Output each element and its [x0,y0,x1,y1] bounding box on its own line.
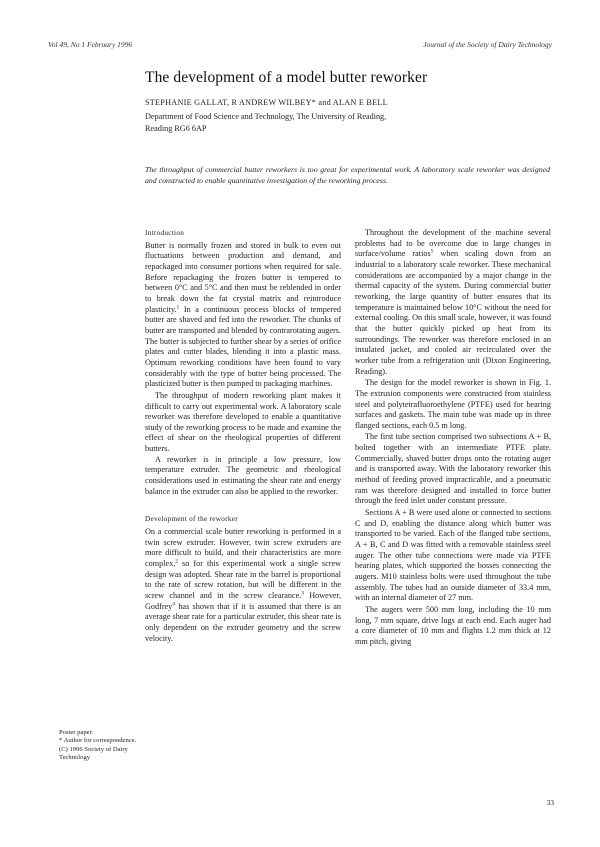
footnote-copyright: (C) 1996 Society of Dairy Technology [59,745,128,762]
dev-text-a: On a commercial scale butter reworking is performed in a twin screw extruder. However, twin screw extruders are more difficult to build, and their characteristics are more complex, [145,527,341,569]
citation-ref: 4 [172,600,176,607]
intro-paragraph-1 [145,241,341,390]
citation-ref: 1 [176,303,180,310]
section-heading-introduction: Introduction [145,229,185,237]
footnote [59,729,139,763]
author-list: STEPHANIE GALLAT, R ANDREW WILBEY* and ALAN E BELL [145,98,388,107]
intro-p1-text: Butter is normally frozen and stored in bulk to even out fluctuations between production and demand, and repackaged into consumer portions when required for sale. Before repackaging the frozen butter is tempered to between 0°C and 5°C and then must be reblended in order to break down the fat crystal matrix and reintroduce plasticity. [145,240,341,314]
affiliation-line-2: Reading RG6 6AP [145,124,207,133]
section-heading-development: Development of the reworker [145,515,238,524]
intro-paragraph-2: The throughput of modern reworking plant makes it difficult to carry out experimental work. A laboratory scale reworker was therefore developed to enable a quantitative study of the reworking process to be made and examine the effect of shear on the rheological properties of different butters. [145,390,341,454]
affiliation-line-1: Department of Food Science and Technology, The University of Reading, [145,112,387,121]
citation-ref: 5 [430,248,434,255]
intro-paragraph-3: A reworker is in principle a low pressure, low temperature extruder. The geometric and rheological considerations used in estimating the shear rate and energy balance in the extruder can also be applied to the reworker. [145,454,341,496]
col2-p1-continued: when scaling down from an industrial to a laboratory scale reworker. These mechanical considerations are accompanied by a major change in the thermal capacity of the system. During commercial butter reworking, the large quantity of butter ensures that its temperature is maintained below 10°C without the need for external cooling. On this small scale, however, it was found that the butter quickly picked up heat from its surroundings. The reworker was therefore enclosed in an insulated jacket, and cooled air recirculated over the worker tube from a refrigeration unit (Dixon Engineering, Reading). [355,249,551,376]
running-header-journal: Journal of the Society of Dairy Technology [423,40,552,49]
abstract: The throughput of commercial butter reworkers is too great for experimental work. A laboratory scale reworker was designed and constructed to enable quantitative investigation of the reworking process. [145,165,550,185]
col2-paragraph-3: The first tube section comprised two subsections A + B, bolted together with an intermediate PTFE plate. Commercially, shaved butter drops onto the rotating auger and is transported away. With the laboratory reworker this method of feeding proved impracticable, and a pneumatic ram was therefore designed and installed to force butter through the feed inlet under constant pressure. [355,432,551,506]
col2-paragraph-5: The augers were 500 mm long, including the 10 mm long, 7 mm square, drive lugs at each end. Each auger had a core diameter of 10 mm and flights 1.2 mm thick at 12 mm pitch, giving [355,604,551,646]
right-column [355,228,551,648]
intro-p1-continued: In a continuous process blocks of tempered butter are shaved and fed into the reworker. The chunks of butter are transported and blended by contrarotating augers. The butter is subjected to further shear by a series of orifice plates and cutter blades, blending it into a plastic mass. Optimum reworking conditions have been found to vary considerably with the type of butter being processed. The plasticized butter is then pumped to packaging machines. [145,304,341,389]
col2-paragraph-1 [355,228,551,377]
running-header-volume: Vol 49, No 1 February 1996 [48,40,133,49]
footnote-correspondence: * Author for correspondence. [59,737,137,745]
citation-ref: 3 [301,590,305,597]
page-number: 33 [546,798,554,807]
dev-text-c: However, Godfrey [145,591,341,611]
footnote-poster: Poster paper. [59,729,94,736]
paper-title: The development of a model butter reworker [145,69,428,86]
col2-p1-text: Throughout the development of the machine several problems had to be overcome due to large changes in surface/volume ratios [355,228,551,259]
development-paragraph-1 [145,527,341,644]
col2-paragraph-4: Sections A + B were used alone or connected to sections C and D, enabling the distance along which butter was transported to be varied. Each of the flanged tube sections, A + B, C and D was fitted with a removable stainless steel auger. The other tube connections were made via PTFE bearing plates, which supported the bosses connecting the augers. M10 stainless bolts were used throughout the tube assembly. The tubes had an outside diameter of 33.4 mm, with an internal diameter of 27 mm. [355,508,551,603]
dev-text-b: so for this experimental work a single screw design was adopted. Shear rate in the barrel is proportional to the rate of screw rotation, but will be different in the screw channel and in the screw clearance. [145,559,341,600]
dev-text-d: has shown that if it is assumed that there is an average shear rate for a particular extruder, this shear rate is only dependent on the extruder geometry and the screw velocity. [145,601,341,643]
left-column [145,228,341,644]
col2-paragraph-2: The design for the model reworker is shown in Fig. 1. The extrusion components were constructed from stainless steel and polytetrafluoroethylene (PTFE) used for bearing surfaces and gaskets. The main tube was made up in three flanged sections, each 0.5 m long. [355,378,551,430]
citation-ref: 2 [175,558,178,565]
